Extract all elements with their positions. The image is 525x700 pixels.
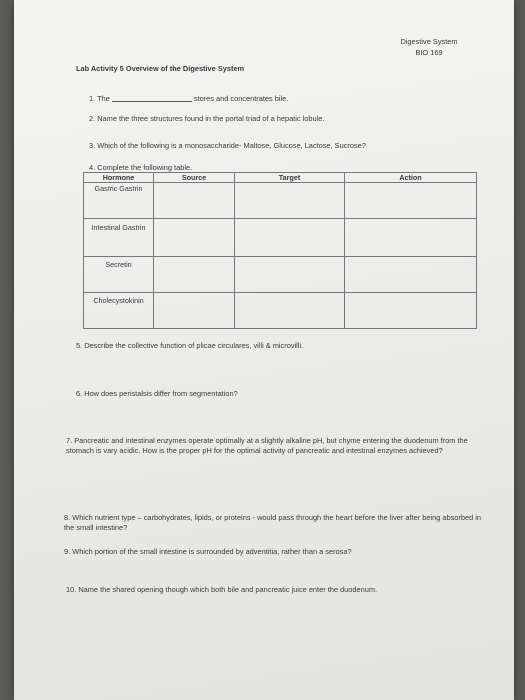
question-1-suffix: stores and concentrates bile.: [193, 94, 289, 103]
worksheet-page: [14, 0, 514, 700]
source-cell[interactable]: [154, 293, 235, 329]
question-1-prefix: 1. The: [89, 94, 110, 103]
hormone-cell: Gastric Gastrin: [84, 183, 154, 219]
target-cell[interactable]: [235, 219, 345, 257]
action-cell[interactable]: [345, 183, 477, 219]
question-9: 9. Which portion of the small intestine is surrounded by adventitia, rather than a serosa?: [64, 547, 352, 556]
target-cell[interactable]: [235, 183, 345, 219]
question-4: 4. Complete the following table.: [89, 163, 193, 172]
header-target: Target: [235, 173, 345, 183]
header-action: Action: [345, 173, 477, 183]
table-row: [84, 219, 477, 257]
source-cell[interactable]: [154, 219, 235, 257]
target-cell[interactable]: [235, 293, 345, 329]
table-header-row: [84, 173, 477, 183]
source-cell[interactable]: [154, 183, 235, 219]
header-source: Source: [154, 173, 235, 183]
hormone-cell: [84, 219, 154, 257]
question-3: 3. Which of the following is a monosaccharide- Maltose, Glucose, Lactose, Sucrose?: [89, 141, 366, 150]
header-hormone: Hormone: [84, 173, 154, 183]
question-1-blank: [112, 101, 192, 102]
question-1: [89, 94, 288, 104]
action-cell[interactable]: [345, 219, 477, 257]
course-header: [384, 36, 474, 59]
question-7: 7. Pancreatic and intestinal enzymes operate optimally at a slightly alkaline pH, but chyme entering the duodenum from the stomach is vary acidic. How is the proper pH for the optimal activity of pancreatic and intestinal enzymes achieved?: [66, 436, 468, 455]
course-code: BIO 169: [415, 48, 443, 58]
table-row: [84, 257, 477, 293]
course-title: Digestive System: [400, 37, 458, 46]
question-8: 8. Which nutrient type – carbohydrates, lipids, or proteins - would pass through the heart before the liver after being absorbed in the small intestine?: [64, 513, 481, 532]
source-cell[interactable]: [154, 257, 235, 293]
question-10: 10. Name the shared opening though which both bile and pancreatic juice enter the duodenum.: [66, 585, 378, 594]
hormone-label: Intestinal Gastrin: [91, 223, 146, 232]
hormone-table: [83, 172, 477, 329]
question-6: 6. How does peristalsis differ from segmentation?: [76, 389, 238, 398]
hormone-cell: Cholecystokinin: [84, 293, 154, 329]
table-row: [84, 293, 477, 329]
lab-title: Lab Activity 5 Overview of the Digestive System: [76, 64, 245, 73]
action-cell[interactable]: [345, 257, 477, 293]
question-5: 5. Describe the collective function of plicae circulares, villi & microvilli.: [76, 341, 304, 350]
target-cell[interactable]: [235, 257, 345, 293]
table-row: [84, 183, 477, 219]
hormone-cell: Secretin: [84, 257, 154, 293]
action-cell[interactable]: [345, 293, 477, 329]
question-2: 2. Name the three structures found in the portal triad of a hepatic lobule.: [89, 114, 325, 123]
